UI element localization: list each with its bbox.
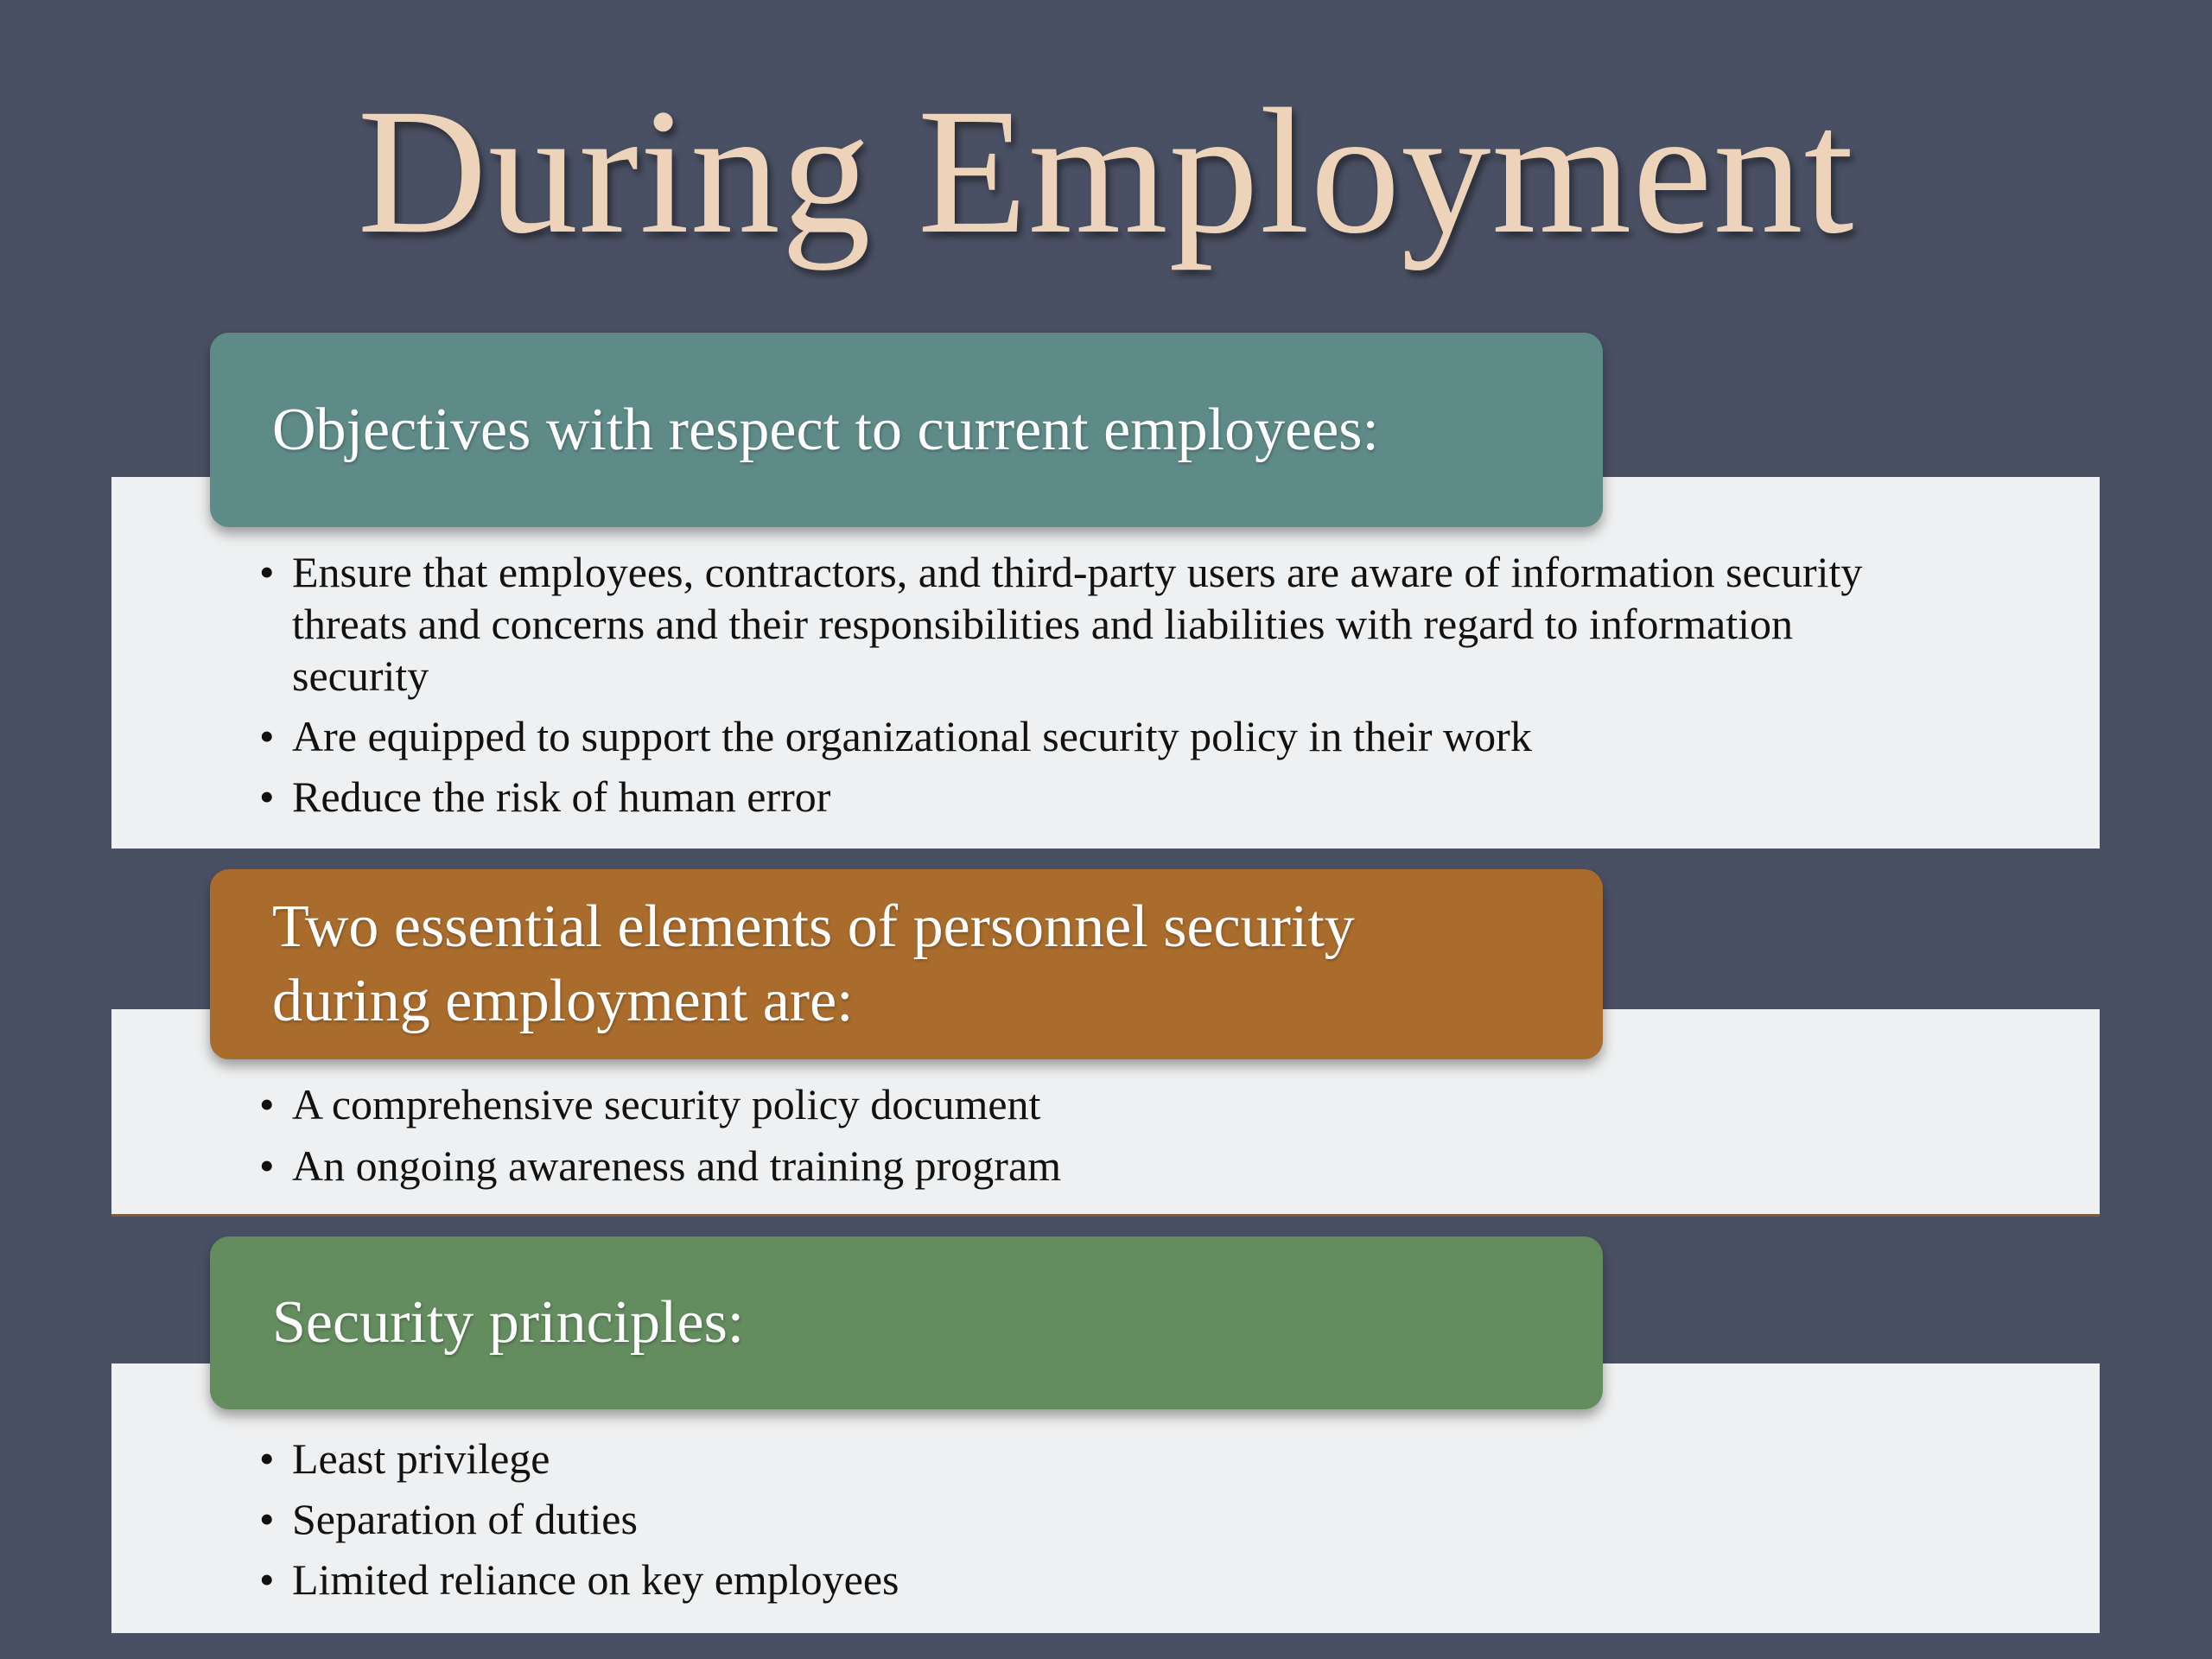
objectives-list <box>259 546 1944 831</box>
elements-header-line2: during employment are: <box>272 968 854 1034</box>
elements-header-text <box>272 890 1355 1039</box>
elements-header-line1: Two essential elements of personnel security <box>272 893 1355 960</box>
list-item: • Separation of duties <box>259 1493 1944 1545</box>
list-item: • Ensure that employees, contractors, and third-party users are aware of information security threats and concerns and their responsibilities and liabilities with regard to information security <box>259 546 1916 702</box>
objectives-header <box>210 333 1603 527</box>
list-item: • Limited reliance on key employees <box>259 1554 1944 1605</box>
principles-header-text: Security principles: <box>272 1289 745 1356</box>
list-item: • Are equipped to support the organizational security policy in their work <box>259 710 1944 762</box>
objectives-header-text: Objectives with respect to current employees: <box>272 396 1379 463</box>
list-item: • An ongoing awareness and training program <box>259 1140 1944 1192</box>
list-item: • Least privilege <box>259 1433 1944 1484</box>
principles-list <box>259 1433 1944 1614</box>
elements-list <box>259 1078 1944 1201</box>
slide-title: During Employment <box>357 72 1855 270</box>
elements-header <box>210 869 1603 1059</box>
list-item: • Reduce the risk of human error <box>259 771 1944 823</box>
principles-header <box>210 1236 1603 1409</box>
list-item: • A comprehensive security policy document <box>259 1078 1944 1130</box>
